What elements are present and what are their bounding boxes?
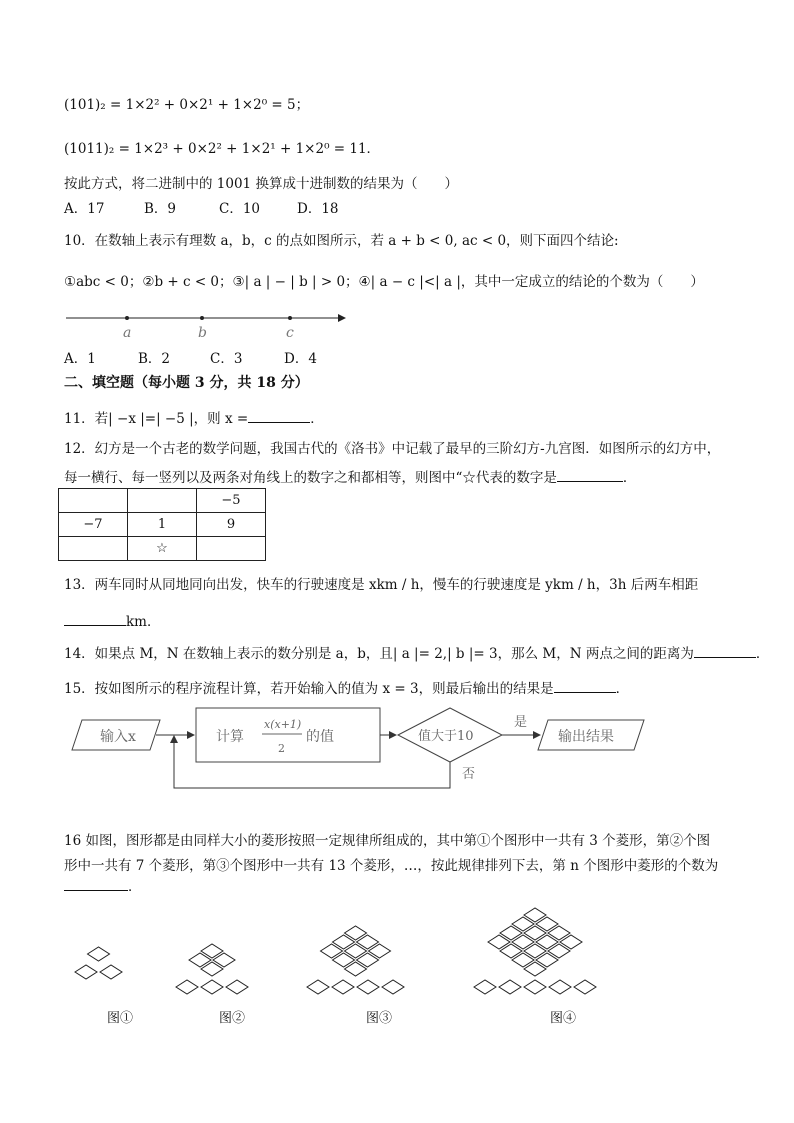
rhombus-fig3 xyxy=(357,980,379,994)
q9-option-d[interactable]: D．18 xyxy=(297,201,339,217)
q9-option-c[interactable]: C．10 xyxy=(219,201,261,217)
cell-r2c1: −7 xyxy=(59,513,128,537)
q11-text: 11．若| −x |=| −5 |，则 x = xyxy=(64,411,249,427)
rhombus-fig4 xyxy=(524,980,546,994)
q14 xyxy=(64,643,769,663)
point-c xyxy=(288,316,292,320)
cell-star: ☆ xyxy=(128,537,197,561)
rhombus-fig3 xyxy=(332,980,354,994)
rhombus-fig3 xyxy=(382,980,404,994)
rhombus-fig4 xyxy=(549,980,571,994)
rhombus-fig4 xyxy=(499,980,521,994)
q9-option-b[interactable]: B．9 xyxy=(144,201,177,217)
q11 xyxy=(64,408,324,428)
q11-answer-blank[interactable] xyxy=(248,408,310,423)
q12-answer-blank[interactable] xyxy=(557,467,623,482)
q14-answer-blank[interactable] xyxy=(694,643,756,658)
decision-label: 值大于10 xyxy=(418,729,474,744)
cell-r1c2 xyxy=(128,489,197,513)
rhombus-fig3 xyxy=(307,980,329,994)
rhombus-fig2 xyxy=(176,980,198,994)
q11-end: ． xyxy=(310,411,324,427)
cell-r1c3: −5 xyxy=(197,489,266,513)
q10-option-b[interactable]: B．2 xyxy=(138,351,171,367)
caption-fig-1: 图① xyxy=(107,1011,134,1026)
loop-arrow-icon xyxy=(170,735,178,743)
rhombus-fig1 xyxy=(100,965,122,979)
q12-line-2 xyxy=(64,467,636,487)
q10-stem: 10．在数轴上表示有理数 a，b，c 的点如图所示，若 a + b < 0, ac < 0，则下面四个结论: xyxy=(64,233,619,249)
q15-text: 15．按如图所示的程序流程计算，若开始输入的值为 x = 3，则最后输出的结果是 xyxy=(64,681,554,697)
caption-fig-4: 图④ xyxy=(550,1011,577,1026)
rhombus-fig2 xyxy=(226,980,248,994)
rhombus-fig4 xyxy=(474,980,496,994)
yes-label: 是 xyxy=(514,715,528,730)
compute-numerator: x(x+1) xyxy=(264,718,302,731)
q15-answer-blank[interactable] xyxy=(554,678,616,693)
q15 xyxy=(64,678,629,698)
cell-r3c3 xyxy=(197,537,266,561)
q10-option-d[interactable]: D．4 xyxy=(284,351,317,367)
q15-end: ． xyxy=(615,681,630,697)
axis-arrow-icon xyxy=(338,314,346,322)
rhombus-fig2 xyxy=(201,980,223,994)
output-label: 输出结果 xyxy=(558,729,614,745)
no-label: 否 xyxy=(462,767,476,782)
q9-formula-1: (101)₂ = 1×2² + 0×2¹ + 1×2⁰ = 5； xyxy=(64,97,310,113)
compute-suffix: 的值 xyxy=(306,729,334,745)
label-c: c xyxy=(286,325,294,341)
compute-denominator: 2 xyxy=(278,742,285,755)
point-a xyxy=(125,316,129,320)
rhombus-fig1 xyxy=(88,947,110,961)
cell-r2c3: 9 xyxy=(197,513,266,537)
q13-unit: km． xyxy=(126,614,161,630)
point-b xyxy=(200,316,204,320)
flowchart xyxy=(70,704,660,798)
cell-r3c1 xyxy=(59,537,128,561)
caption-fig-2: 图② xyxy=(219,1011,246,1026)
q10-options xyxy=(64,350,317,368)
number-line-figure xyxy=(64,306,354,342)
q12-end: ． xyxy=(622,470,637,486)
q10-conclusions: ①abc < 0；②b + c < 0；③| a | − | b | > 0；④| a − c |<| a |，其中一定成立的结论的个数为（ ） xyxy=(64,274,704,290)
q9-formula-2: (1011)₂ = 1×2³ + 0×2² + 1×2¹ + 1×2⁰ = 11． xyxy=(64,141,381,157)
q14-text: 14．如果点 M，N 在数轴上表示的数分别是 a，b，且| a |= 2,| b |= 3，那么 M，N 两点之间的距离为 xyxy=(64,646,694,662)
q16-end: ． xyxy=(128,879,142,895)
rhombus-patterns xyxy=(0,880,794,1010)
q13-line-2 xyxy=(64,611,160,631)
q13-line-1: 13．两车同时从同地同向出发，快车的行驶速度是 xkm / h，慢车的行驶速度是 ykm / h，3h 后两车相距 xyxy=(64,577,699,593)
cell-r2c2: 1 xyxy=(128,513,197,537)
q12-text: 每一横行、每一竖列以及两条对角线上的数字之和都相等，则图中“☆代表的数字是 xyxy=(64,470,557,486)
q13-answer-blank[interactable] xyxy=(64,611,126,626)
q16-line-2: 形中一共有 7 个菱形，第③个图形中一共有 13 个菱形，…，按此规律排列下去，第 n 个图形中菱形的个数为 xyxy=(64,858,719,874)
q10-option-c[interactable]: C．3 xyxy=(210,351,243,367)
rhombus-fig4 xyxy=(574,980,596,994)
q9-options xyxy=(64,200,339,218)
q10-option-a[interactable]: A．1 xyxy=(64,351,96,367)
loop-line xyxy=(174,738,450,788)
cell-r1c1 xyxy=(59,489,128,513)
label-a: a xyxy=(123,325,132,341)
section-title: 二、填空题（每小题 3 分，共 18 分） xyxy=(64,375,309,391)
label-b: b xyxy=(198,325,207,341)
q16-line-1: 16 如图，图形都是由同样大小的菱形按照一定规律所组成的，其中第①个图形中一共有 3 个菱形，第②个图 xyxy=(64,833,711,849)
q12-line-1: 12．幻方是一个古老的数学问题，我国古代的《洛书》中记载了最早的三阶幻方-九宫图．如图所示的幻方中， xyxy=(64,441,721,457)
q9-question: 按此方式，将二进制中的 1001 换算成十进制数的结果为（ ） xyxy=(64,176,458,192)
compute-prefix: 计算 xyxy=(216,729,244,745)
q9-option-a[interactable]: A．17 xyxy=(64,201,105,217)
input-label: 输入x xyxy=(100,729,136,745)
rhombus-fig1 xyxy=(75,965,97,979)
magic-square xyxy=(58,488,266,561)
caption-fig-3: 图③ xyxy=(366,1011,393,1026)
q14-end: ． xyxy=(755,646,770,662)
